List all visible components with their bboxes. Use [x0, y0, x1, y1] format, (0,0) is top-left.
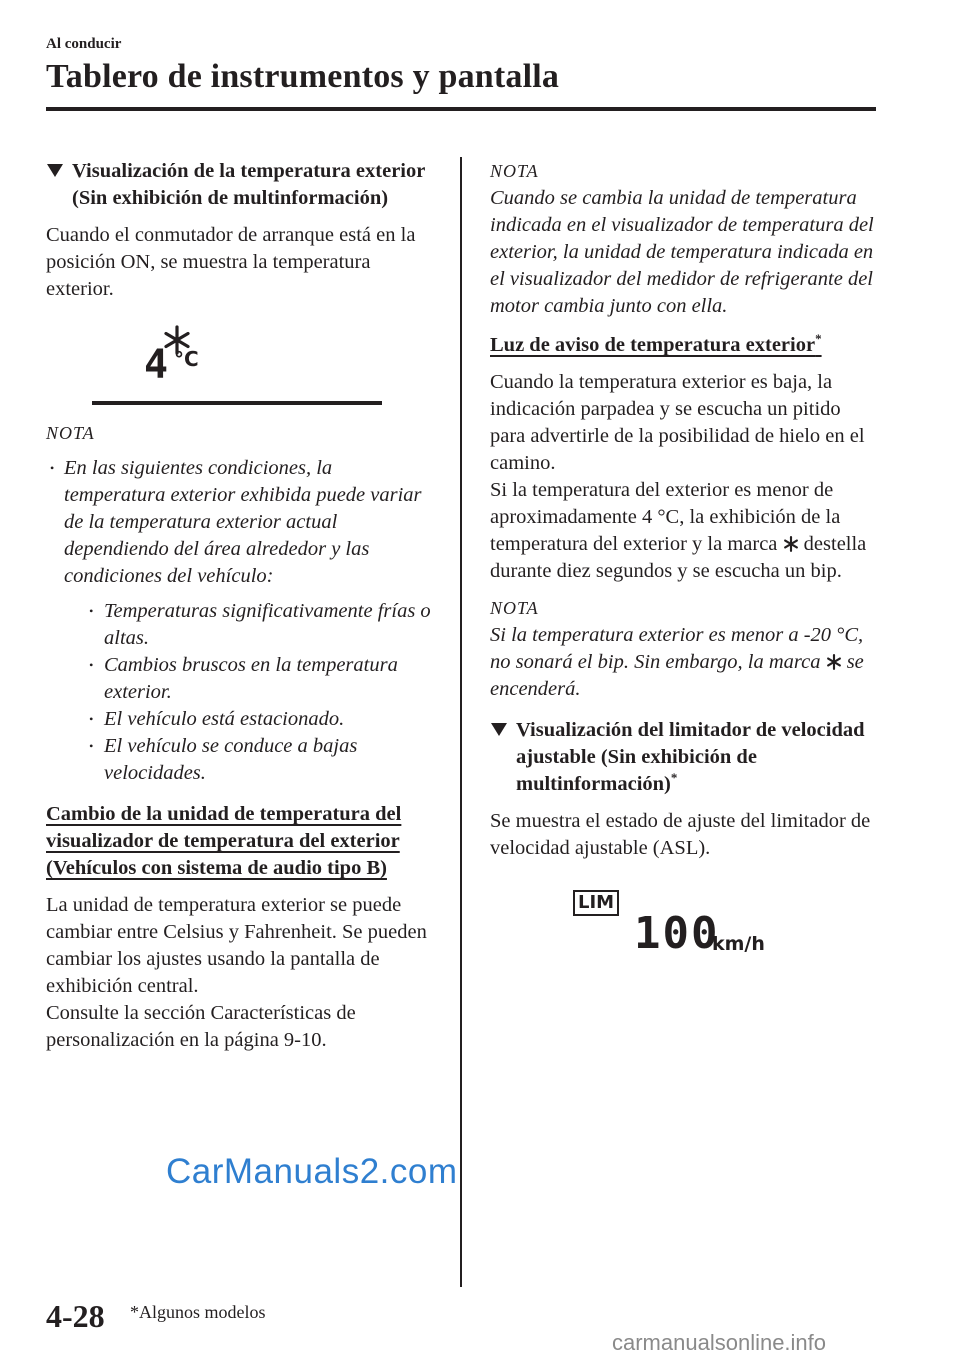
nota-unit-text: Cuando se cambia la unidad de temperatura indicada en el visualizador de temperatura del exterior, la unidad de temperatura indicada en el visualizador del medidor de refrigerante del motor cambia junto con ella. — [490, 187, 874, 317]
temperature-display-rule — [92, 401, 382, 405]
nota-cold-text-start: Si la temperatura exterior es menor a -20 °C, no sonará el bip. Sin embargo, la marca — [490, 624, 864, 673]
warning-light-paragraph: Cuando la temperatura exterior es baja, la indicación parpadea y se escucha un pitido para advertirle de la posibilidad de hielo en el camino. — [490, 371, 865, 474]
asl-heading — [490, 717, 880, 798]
page-number: 4-28 — [46, 1298, 105, 1334]
lim-badge: LIM — [573, 890, 619, 916]
nota-list-item-text: En las siguientes condiciones, la temperatura exterior exhibida puede variar de la temperatura exterior actual dependiendo del área alrededor y las condiciones del vehículo: — [64, 457, 422, 587]
left-column — [46, 158, 436, 1054]
triangle-marker-icon — [490, 717, 508, 745]
temperature-value: 4 — [144, 342, 169, 388]
condition-item: • El vehículo se conduce a bajas velocidades. — [64, 733, 436, 787]
nota-list — [46, 455, 436, 787]
snowflake-icon — [783, 536, 799, 552]
nota-label: NOTA — [490, 598, 539, 618]
warning-light-heading — [490, 332, 880, 359]
asl-paragraph: Se muestra el estado de ajuste del limitador de velocidad ajustable (ASL). — [490, 810, 871, 859]
page-title: Tablero de instrumentos y pantalla — [46, 58, 560, 95]
condition-list — [64, 598, 436, 787]
column-divider — [460, 157, 462, 1287]
outside-temp-heading-text: Visualización de la temperatura exterior (Sin exhibición de multinformación) — [72, 160, 425, 209]
unit-change-paragraph: La unidad de temperatura exterior se puede cambiar entre Celsius y Fahrenheit. Se pueden cambiar los ajustes usando la pantalla de exhibición central. — [46, 894, 427, 997]
watermark: CarManuals2.com — [166, 1152, 458, 1191]
speed-value: 100 — [634, 908, 720, 959]
header-section: Al conducir — [46, 36, 122, 52]
footer-note: *Algunos modelos — [130, 1302, 266, 1322]
asl-heading-text: Visualización del limitador de velocidad ajustable (Sin exhibición de multinformación) — [516, 719, 865, 795]
snowflake-icon — [826, 654, 842, 670]
condition-item: • Cambios bruscos en la temperatura exterior. — [64, 652, 436, 706]
asl-display-figure — [490, 890, 880, 980]
warning-blink-text-end: destella durante diez segundos y se escucha un bip. — [490, 533, 867, 582]
right-column — [490, 158, 880, 980]
some-models-mark: * — [815, 331, 822, 347]
personalization-reference: Consulte la sección Características de personalización en la página 9-10. — [46, 1002, 356, 1051]
site-watermark: carmanualsonline.info — [612, 1330, 827, 1355]
nota-cold-text — [490, 622, 880, 703]
nota-cold-text-end: se encenderá. — [490, 651, 864, 700]
speed-unit: km/h — [712, 933, 765, 955]
some-models-mark: * — [670, 770, 678, 786]
nota-list-item — [46, 455, 436, 787]
warning-blink-text: Si la temperatura del exterior es menor de aproximadamente 4 °C, la exhibición de la temperatura del exterior y la marca — [490, 479, 841, 555]
condition-item: • Temperaturas significativamente frías o altas. — [64, 598, 436, 652]
nota-label: NOTA — [46, 423, 95, 443]
temperature-unit: °C — [174, 347, 199, 371]
outside-temp-paragraph: Cuando el conmutador de arranque está en la posición ON, se muestra la temperatura exterior. — [46, 224, 416, 300]
unit-change-heading: Cambio de la unidad de temperatura del visualizador de temperatura del exterior (Vehículos con sistema de audio tipo B) — [46, 803, 402, 879]
nota-label: NOTA — [490, 161, 539, 181]
warning-blink-paragraph — [490, 477, 880, 585]
outside-temp-heading — [46, 158, 436, 212]
warning-light-heading-text: Luz de aviso de temperatura exterior — [490, 334, 816, 356]
header-rule — [46, 107, 876, 111]
triangle-marker-icon — [46, 158, 64, 186]
condition-item: • El vehículo está estacionado. — [64, 706, 436, 733]
temperature-display-figure — [46, 319, 436, 414]
